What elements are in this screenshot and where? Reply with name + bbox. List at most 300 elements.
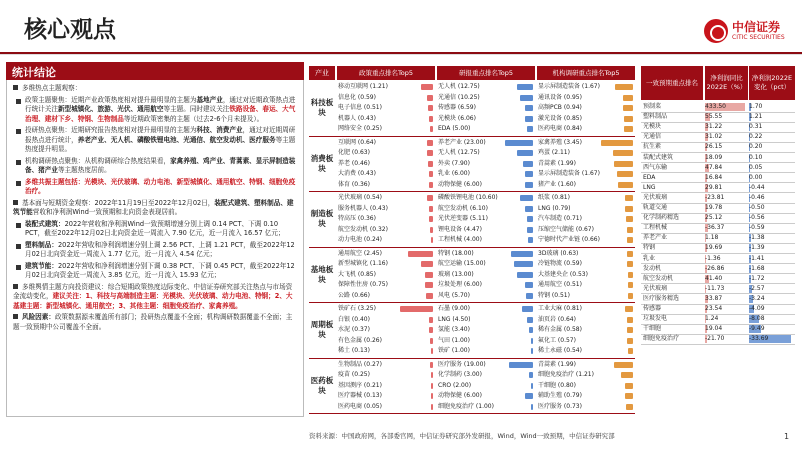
cell-text: 动物保健 (6.00) xyxy=(438,392,482,399)
consensus-theme: 传感器 xyxy=(643,305,662,312)
table-header-3: 机构调研重点排名Top5 xyxy=(537,66,635,80)
cell-text: 医疗服务 (0.73) xyxy=(538,402,582,410)
profit-growth-value: -36.37 xyxy=(705,224,725,232)
cell-bar xyxy=(517,150,533,156)
section-separator xyxy=(309,358,635,359)
cell-bar xyxy=(514,261,533,267)
text-bold: 新型城镇化、旅游、光伏、通用航空 xyxy=(57,105,164,113)
cell-text: 气田 (1.00) xyxy=(438,336,470,344)
cell-bar xyxy=(425,282,433,288)
consensus-theme: 光伏玻璃 xyxy=(643,284,668,292)
table-cell xyxy=(437,82,535,92)
cell-bar xyxy=(431,372,433,378)
table-cell xyxy=(437,159,535,169)
bullet-survey xyxy=(13,157,297,176)
cell-text: 风电 (5.70) xyxy=(438,291,470,299)
cell-bar xyxy=(520,195,533,201)
table-cell xyxy=(437,93,535,103)
cell-bar xyxy=(624,116,633,122)
cell-bar xyxy=(627,261,633,267)
cell-text: 显示屏制造装备 (1.67) xyxy=(538,170,600,177)
cell-bar xyxy=(614,362,633,368)
cell-text: 疫苗 (0.25) xyxy=(338,371,370,378)
industry-label: 科技板块 xyxy=(310,98,334,118)
cell-text: 压缩空气储能 (0.67) xyxy=(538,225,594,233)
profit-change-value: -1.38 xyxy=(749,234,765,242)
cell-bar xyxy=(428,161,433,167)
cell-text: CRO (2.00) xyxy=(438,381,472,389)
table-cell xyxy=(437,381,535,391)
cell-bar xyxy=(628,348,633,354)
profit-change-value: 1.21 xyxy=(749,113,763,121)
cell-bar xyxy=(624,126,633,132)
text-bold: 装配式建筑： xyxy=(25,219,65,228)
cell-bar xyxy=(615,84,633,90)
table-cell xyxy=(537,114,635,124)
table-cell xyxy=(437,346,535,356)
consensus-row xyxy=(641,213,795,223)
cell-bar xyxy=(525,393,533,399)
bullet-resonance xyxy=(13,178,297,197)
bullet-policy xyxy=(13,96,297,125)
bullet-fundamental xyxy=(13,199,297,218)
cell-bar xyxy=(425,272,433,278)
cell-text: 油页岩 (0.64) xyxy=(538,315,576,323)
consensus-row xyxy=(641,284,795,294)
bullet-square-icon xyxy=(16,181,21,186)
cell-text: 保障性住房 (0.75) xyxy=(338,281,388,288)
bullet-risk xyxy=(13,313,297,332)
profit-change-value: -8.08 xyxy=(749,315,765,323)
cell-text: 干细胞 (0.80) xyxy=(538,381,576,389)
table-cell xyxy=(437,169,535,179)
profit-growth-value: 31.22 xyxy=(705,123,723,131)
profit-change-value: 1.70 xyxy=(749,103,763,110)
consensus-row xyxy=(641,122,795,132)
citic-logo xyxy=(704,16,786,48)
cell-text: LNG (0.79) xyxy=(538,204,571,212)
cell-bar xyxy=(520,95,533,101)
cell-bar xyxy=(429,182,433,188)
cell-text: 乳业 (6.00) xyxy=(438,170,470,177)
cell-bar xyxy=(426,293,433,299)
consensus-row xyxy=(641,102,795,112)
text: 等主题热度居前。 xyxy=(57,166,111,174)
text: 等主题。同时建议关注 xyxy=(163,105,230,113)
cell-text: 大基建央企 (0.53) xyxy=(538,270,588,278)
table-cell xyxy=(537,391,635,401)
citic-logo-icon xyxy=(704,19,728,43)
consensus-theme: 垃圾发电 xyxy=(643,315,668,323)
profit-growth-value: 25.12 xyxy=(705,214,723,222)
table-cell xyxy=(437,214,535,224)
cell-bar xyxy=(430,362,433,368)
cell-bar xyxy=(529,327,533,333)
bullet-square-icon xyxy=(16,223,21,228)
table-cell xyxy=(537,315,635,325)
consensus-theme: 细胞免疫治疗 xyxy=(643,335,680,343)
text-bold: 风险因素： xyxy=(22,313,55,321)
table-cell xyxy=(337,138,435,148)
cell-text: 汽车制造 (0.71) xyxy=(538,215,582,222)
cell-text: 体育 (0.36) xyxy=(338,180,370,188)
cell-text: 机器人 (0.43) xyxy=(338,114,376,122)
cell-bar xyxy=(427,195,433,201)
cell-bar xyxy=(408,251,433,257)
cell-bar xyxy=(509,362,533,368)
consensus-row xyxy=(641,264,795,274)
cell-bar xyxy=(623,95,633,101)
text: 2022年营收和净利润增速分别上调 2.56 PCT、上调 1.21 PCT，截至2022年12月02日北向资金近一周流入 1.77 亿元，近一月流入 4.54 亿元； xyxy=(25,240,295,258)
profit-change-value: -0.44 xyxy=(749,183,765,191)
text: ，通过对近期周研报热点进行统计， xyxy=(25,126,296,144)
cell-bar xyxy=(429,317,433,323)
cell-text: 特钢 (0.51) xyxy=(538,291,570,299)
text: ，通过对近期政策热点进行统计关注 xyxy=(25,95,296,113)
text: 2022年营收和净利润增速分别下调 0.38 PCT、下调 0.45 PCT，截至2022年12月02日北向资金近一周流入 3.85 亿元，近一月流入 15.93 亿元； xyxy=(25,261,295,279)
profit-growth-value: 19.78 xyxy=(705,204,723,211)
cell-text: 通讯设备 (0.95) xyxy=(538,93,582,101)
profit-change-value: -4.09 xyxy=(749,305,765,312)
table-cell xyxy=(537,291,635,301)
cell-text: 互联网 (0.64) xyxy=(338,138,376,146)
profit-growth-value: 23.54 xyxy=(705,305,723,312)
cell-bar xyxy=(627,327,633,333)
cell-text: LNG (4.50) xyxy=(438,315,471,323)
cell-bar xyxy=(531,348,533,354)
bullet-square-icon xyxy=(16,265,21,270)
table-cell xyxy=(337,249,435,259)
cell-text: 白银 (0.40) xyxy=(338,315,370,323)
table-cell xyxy=(337,391,435,401)
cell-bar xyxy=(525,171,533,177)
consensus-header-0: 一致预期重点排名 xyxy=(641,66,703,100)
cell-text: 青蒿素 (1.99) xyxy=(538,159,576,167)
cell-text: 特钢 (18.00) xyxy=(438,249,474,257)
consensus-row xyxy=(641,153,795,163)
cell-bar xyxy=(625,383,633,389)
profit-growth-value: -21.70 xyxy=(705,335,725,343)
cell-text: 特高压 (0.36) xyxy=(338,215,376,222)
cell-text: 光通信 (10.25) xyxy=(438,93,480,101)
cell-text: 航空发动机 (0.32) xyxy=(338,225,388,233)
table-cell xyxy=(537,148,635,158)
consensus-theme: EDA xyxy=(643,173,656,181)
cell-bar xyxy=(431,404,433,410)
cell-text: 工程机械 (4.00) xyxy=(438,236,482,243)
profit-change-value: -1.72 xyxy=(749,274,765,282)
cell-bar xyxy=(523,161,533,167)
cell-text: 航空发动机 (6.10) xyxy=(438,204,488,212)
cell-bar xyxy=(430,126,433,132)
cell-bar xyxy=(522,306,533,312)
table-cell xyxy=(337,370,435,380)
table-cell xyxy=(437,138,535,148)
cell-bar xyxy=(627,237,633,243)
cell-bar xyxy=(429,116,433,122)
profit-growth-value: 47.84 xyxy=(705,163,723,171)
table-cell xyxy=(437,103,535,113)
cell-text: 动物保健 (6.00) xyxy=(438,180,482,188)
cell-bar xyxy=(511,251,533,257)
table-cell xyxy=(537,259,635,269)
table-cell xyxy=(537,360,635,370)
cell-text: 医疗器械 (0.13) xyxy=(338,392,382,399)
consensus-row xyxy=(641,112,795,122)
cell-bar xyxy=(526,293,533,299)
section-separator xyxy=(309,302,635,303)
text-bold: 家禽养殖、鸡产业、青蒿素、显示屏制造装备、猪产业 xyxy=(25,156,296,174)
table-cell xyxy=(337,103,435,113)
table-cell xyxy=(337,259,435,269)
table-cell xyxy=(537,336,635,346)
cell-bar xyxy=(627,251,633,257)
bullet-multidim xyxy=(13,84,297,94)
cell-text: 青蒿素 (1.99) xyxy=(538,360,576,368)
text: 政策主题聚焦：近期产业政策热度相对提升最明显的主题为 xyxy=(25,95,197,104)
cell-bar xyxy=(627,338,633,344)
table-cell xyxy=(537,370,635,380)
table-cell xyxy=(437,180,535,190)
table-cell xyxy=(437,235,535,245)
profit-change-value: 0.22 xyxy=(749,133,763,141)
profit-growth-value: -23.81 xyxy=(705,193,725,201)
bullet-square-icon xyxy=(16,160,21,165)
cell-bar xyxy=(427,150,433,156)
cell-text: 外卖 (7.90) xyxy=(438,159,470,167)
consensus-row xyxy=(641,223,795,233)
text-bold: 基地产业 xyxy=(196,95,223,104)
cell-text: 工业大麻 (0.81) xyxy=(538,305,582,312)
table-cell xyxy=(337,336,435,346)
table-cell xyxy=(537,235,635,245)
cell-text: 猪产业 (1.60) xyxy=(538,180,576,188)
cell-bar xyxy=(431,383,433,389)
table-cell xyxy=(537,204,635,214)
cell-bar xyxy=(400,306,433,312)
table-cell xyxy=(537,346,635,356)
consensus-theme: 干细胞 xyxy=(643,325,662,333)
table-cell xyxy=(537,180,635,190)
profit-growth-value: -1.36 xyxy=(705,254,721,262)
conclusion-header: 统计结论 xyxy=(6,62,304,80)
cell-text: 磷酸铁锂电池 (10.60) xyxy=(438,194,498,201)
table-cell xyxy=(337,315,435,325)
table-cell xyxy=(537,169,635,179)
cell-bar xyxy=(621,372,633,378)
bullet-square-icon xyxy=(13,200,18,205)
cell-text: 无人机 (12.75) xyxy=(438,149,480,156)
consensus-header-2: 净利润2022E变化（pct） xyxy=(749,66,795,100)
section-separator xyxy=(309,191,635,192)
table-cell xyxy=(337,304,435,314)
cell-bar xyxy=(431,348,433,354)
consensus-row xyxy=(641,163,795,173)
cell-text: 宁德时代产业链 (0.66) xyxy=(538,236,600,243)
cell-text: 垃圾处理 (6.00) xyxy=(438,281,482,288)
text-red: 建议关注：1、科技与高端制造主题：光模块、光伏玻璃、动力电池、特钢；2、大基建主题：新型城镇化、通用航空；3、其他主题：细胞免疫治疗、家禽养殖。 xyxy=(13,292,293,310)
profit-change-value: -0.59 xyxy=(749,224,765,232)
cell-text: 医疗服务 (19.00) xyxy=(438,360,486,368)
cell-text: 移动互联网 (1.21) xyxy=(338,83,388,90)
logo-en-text: CITIC SECURITIES xyxy=(732,34,785,41)
cell-text: 网络安全 (0.25) xyxy=(338,125,382,132)
cell-bar xyxy=(527,126,533,132)
industry-label: 基地板块 xyxy=(310,264,334,284)
cell-bar xyxy=(531,383,533,389)
cell-bar xyxy=(517,272,533,278)
cell-bar xyxy=(429,171,433,177)
consensus-theme: 航空发动机 xyxy=(643,274,674,282)
consensus-row xyxy=(641,233,795,243)
cell-bar xyxy=(527,216,533,222)
table-cell xyxy=(337,169,435,179)
profit-growth-value: 18.09 xyxy=(705,153,723,161)
table-cell xyxy=(537,402,635,412)
text: 等近期政策密集的主题（过去2-6个月未提及）。 xyxy=(123,114,264,123)
profit-growth-value: 16.84 xyxy=(705,173,723,181)
cell-text: EDA (5.00) xyxy=(438,125,471,132)
conclusion-panel xyxy=(6,80,304,417)
table-cell xyxy=(437,291,535,301)
cell-bar xyxy=(617,171,633,177)
cell-bar xyxy=(623,105,633,111)
cell-text: 铁矿石 (3.25) xyxy=(338,305,376,312)
cell-bar xyxy=(427,140,433,146)
table-cell xyxy=(537,280,635,290)
cell-text: 基因测序 (0.21) xyxy=(338,381,382,389)
text: 等主题热度提升明显。 xyxy=(25,135,296,153)
profit-change-value: -1.39 xyxy=(749,244,765,252)
table-cell xyxy=(337,114,435,124)
text-red: 铁路设备、春运、大气治理、建材下乡、特钢、生物制品 xyxy=(25,105,296,123)
profit-growth-value: 55.55 xyxy=(705,113,723,121)
table-cell xyxy=(337,235,435,245)
section-separator xyxy=(309,247,635,248)
table-cell xyxy=(337,225,435,235)
table-cell xyxy=(337,193,435,203)
cell-text: 纸浆 (0.81) xyxy=(538,194,570,201)
table-cell xyxy=(437,280,535,290)
cell-bar xyxy=(525,282,533,288)
cell-bar xyxy=(531,338,533,344)
consensus-theme: 光模块 xyxy=(643,123,662,131)
cell-text: 化肥 (0.63) xyxy=(338,149,370,156)
cell-bar xyxy=(529,372,533,378)
consensus-row xyxy=(641,193,795,203)
text-bold: 装配式建筑、塑料制品、建筑节能 xyxy=(13,198,294,216)
table-cell xyxy=(537,193,635,203)
table-cell xyxy=(337,124,435,134)
cell-text: 铁矿 (1.00) xyxy=(438,347,470,354)
cell-text: 辅助生殖 (0.79) xyxy=(538,392,582,399)
table-cell xyxy=(537,381,635,391)
bullet-prefab xyxy=(13,220,297,239)
consensus-theme: 医疗服务精选 xyxy=(643,294,680,302)
table-cell xyxy=(437,193,535,203)
text-bold: 科技、消费产业 xyxy=(196,126,243,134)
consensus-row xyxy=(641,334,795,344)
consensus-row xyxy=(641,243,795,253)
cell-text: 激光设备 (0.85) xyxy=(538,114,582,122)
bullet-plastic xyxy=(13,241,297,260)
bullet-square-icon xyxy=(16,244,21,249)
cell-text: 新型城镇化 (1.16) xyxy=(338,260,388,267)
table-cell xyxy=(537,159,635,169)
cell-text: 通用航空 (0.51) xyxy=(538,281,582,288)
cell-text: 医药电商 (0.84) xyxy=(538,125,582,132)
table-cell xyxy=(437,204,535,214)
cell-text: 稀有金属 (0.58) xyxy=(538,326,582,333)
table-cell xyxy=(537,103,635,113)
cell-text: 石墨 (9.00) xyxy=(438,305,470,312)
consensus-theme: 特钢 xyxy=(643,244,656,252)
consensus-theme: 西气东输 xyxy=(643,163,668,171)
cell-text: 玻璃 (13.00) xyxy=(438,270,474,278)
cell-text: 高频PCB (0.94) xyxy=(538,104,582,111)
cell-text: 光模块 (6.06) xyxy=(438,114,476,122)
table-cell xyxy=(537,93,635,103)
consensus-header-1: 净利润同比2022E（%） xyxy=(705,66,748,100)
cell-bar xyxy=(625,195,633,201)
table-cell xyxy=(537,214,635,224)
consensus-row xyxy=(641,324,795,334)
industry-label: 消费板块 xyxy=(310,153,334,173)
cell-bar xyxy=(618,182,633,188)
bullet-text: 多维热点主题观察： xyxy=(22,84,82,92)
consensus-theme: 工程机械 xyxy=(643,224,668,232)
profit-change-value: -9.49 xyxy=(749,325,765,333)
consensus-theme: 抗生素 xyxy=(643,143,662,151)
table-cell xyxy=(337,93,435,103)
profit-change-value: 0.10 xyxy=(749,153,763,161)
cell-text: 家禽养殖 (3.45) xyxy=(538,138,582,146)
table-cell xyxy=(337,280,435,290)
table-cell xyxy=(337,270,435,280)
cell-bar xyxy=(421,84,433,90)
profit-growth-value: 31.02 xyxy=(705,133,723,141)
table-cell xyxy=(537,124,635,134)
cell-text: 通用航空 (2.45) xyxy=(338,249,382,257)
table-header-1: 政策重点排名Top5 xyxy=(337,66,435,80)
cell-text: 冷链物流 (0.59) xyxy=(538,260,582,267)
bullet-square-icon xyxy=(16,129,21,134)
table-cell xyxy=(437,259,535,269)
cell-bar xyxy=(429,327,433,333)
text: 基本面与短期资金观察：2022年11月19日至2022年12月02日， xyxy=(22,198,215,207)
consensus-row xyxy=(641,314,795,324)
profit-change-value: -0.50 xyxy=(749,204,765,211)
table-cell xyxy=(337,214,435,224)
cell-text: 公路 (0.66) xyxy=(338,291,370,299)
profit-change-value: 0.00 xyxy=(749,173,763,181)
consensus-theme: 预制菜 xyxy=(643,103,662,110)
table-cell xyxy=(337,204,435,214)
cell-text: 细胞免疫治疗 (1.00) xyxy=(438,402,494,410)
consensus-row xyxy=(641,274,795,284)
cell-text: 生物制品 (0.27) xyxy=(338,360,382,368)
cell-text: 服务机器人 (0.43) xyxy=(338,204,388,212)
cell-bar xyxy=(527,317,533,323)
cell-bar xyxy=(429,206,433,212)
text-bold: 塑料制品： xyxy=(25,240,58,249)
profit-change-value: -3.24 xyxy=(749,294,765,302)
cell-text: 有色金属 (0.26) xyxy=(338,336,382,344)
profit-change-value: -2.57 xyxy=(749,284,765,292)
cell-text: 水泥 (0.37) xyxy=(338,326,370,333)
table-cell xyxy=(537,225,635,235)
text: 机构调研热点聚焦：从机构调研综合热度结果看， xyxy=(25,156,171,165)
